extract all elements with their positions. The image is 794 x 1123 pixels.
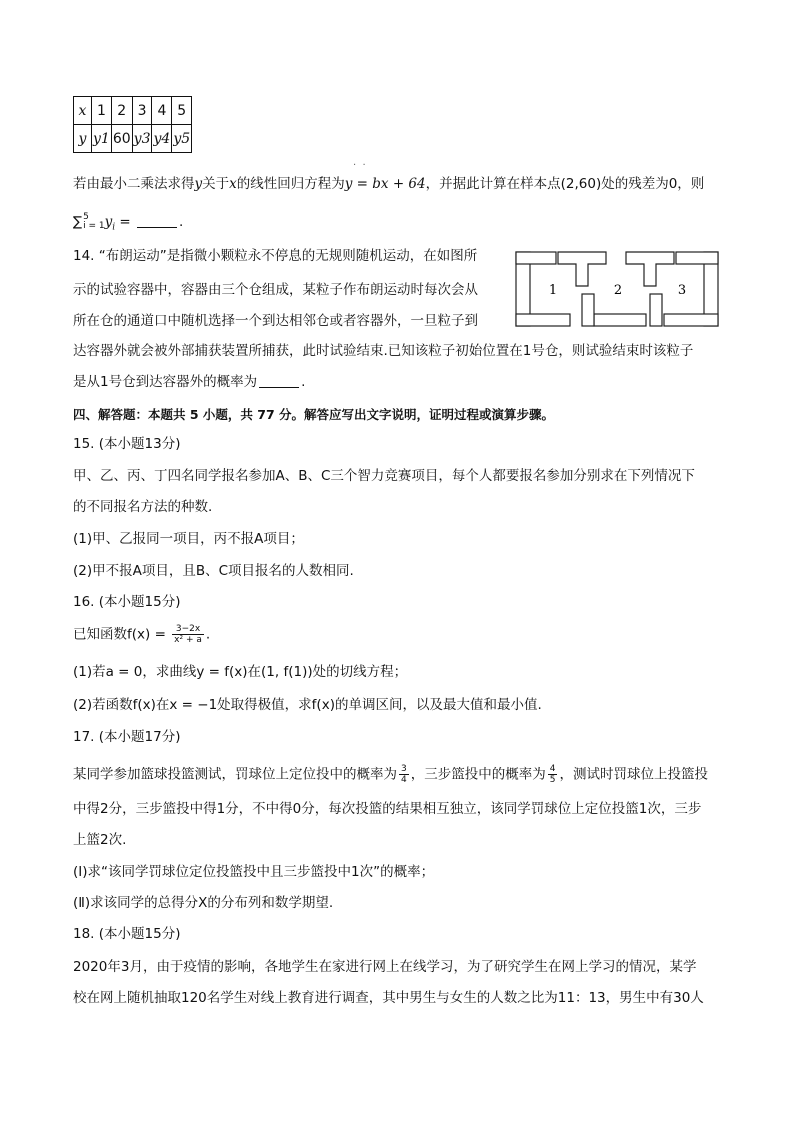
p14-line3: 所在仓的通道口中随机选择一个到达相邻仓或者容器外，一旦粒子到 xyxy=(73,313,478,329)
partition-bottom-1 xyxy=(582,294,594,326)
table-cell: y1 xyxy=(92,125,112,153)
p15-line2: 的不同报名方法的种数. xyxy=(73,499,213,515)
table-cell: y3 xyxy=(132,125,152,153)
p16-head: 16. (本小题15分) xyxy=(73,594,181,610)
p16-intro: 已知函数f(x) = $\frac{3-2x}{\text{x² + a}}$ . xyxy=(73,624,211,645)
p13-line1: 若由最小二乘法求得y关于x的线性回归方程为y = bx + 64，并据此计算在样本点(2,60)处的残差为0，则 xyxy=(73,176,705,192)
p16-q2: (2)若函数f(x)在x = −1处取得极值，求f(x)的单调区间，以及最大值和最小值. xyxy=(73,697,542,713)
p15-head: 15. (本小题13分) xyxy=(73,436,181,452)
p14-line2: 示的试验容器中，容器由三个仓组成，某粒子作布朗运动时每次会从 xyxy=(73,282,478,298)
regression-equation: y = bx + 64 xyxy=(344,176,426,192)
table-cell: 4 xyxy=(152,97,172,125)
answer-blank[interactable] xyxy=(259,373,299,388)
table-row xyxy=(74,125,192,153)
answer-blank[interactable] xyxy=(137,213,177,228)
p17-line3: 上篮2次. xyxy=(73,832,127,848)
p17-q1: (Ⅰ)求“该同学罚球位定位投篮投中且三步篮投中1次”的概率； xyxy=(73,864,435,880)
p17-line1: 某同学参加篮球投篮测试，罚球位上定位投中的概率为 $\frac{3}{4}$ ，三步篮投中的概率为 $\frac{4}{5}$ ，测试时罚球位上投篮投 xyxy=(73,764,708,785)
section-heading: 四、解答题：本题共 5 小题，共 77 分。解答应写出文字说明，证明过程或演算步骤。 xyxy=(73,407,555,422)
partition-top-1 xyxy=(558,252,606,286)
p17-head: 17. (本小题17分) xyxy=(73,729,181,745)
table-cell: 1 xyxy=(92,97,112,125)
partition-bottom-2 xyxy=(650,294,662,326)
brownian-container-diagram xyxy=(514,250,724,330)
p17-line2: 中得2分，三步篮投中得1分，不中得0分，每次投篮的结果相互独立，该同学罚球位上定位投篮1次，三步 xyxy=(73,801,702,817)
p14-line5: 是从1号仓到达容器外的概率为 . xyxy=(73,374,306,390)
p18-line2: 校在网上随机抽取120名学生对线上教育进行调查，其中男生与女生的人数之比为11：13，男生中有30人 xyxy=(73,990,704,1006)
table-cell: y5 xyxy=(172,125,192,153)
fraction: $\frac{3}{4}$ xyxy=(401,764,407,785)
wall-top-right xyxy=(676,252,718,264)
room-label-1: 1 xyxy=(548,283,558,298)
table-cell: 2 xyxy=(111,97,132,125)
table-cell: x xyxy=(74,97,92,125)
fraction: $\frac{4}{5}$ xyxy=(549,764,556,785)
table-cell: y xyxy=(74,125,92,153)
p15-line1: 甲、乙、丙、丁四名同学报名参加A、B、C三个智力竞赛项目，每个人都要报名参加分别求在下列情况下 xyxy=(73,468,695,484)
p16-q1: (1)若a = 0，求曲线y = f(x)在(1, f(1))处的切线方程； xyxy=(73,664,408,680)
p13-line2: ∑ 5 i = 1 $y_i$ = . xyxy=(73,212,184,233)
wall-bottom-left xyxy=(516,314,570,326)
wall-top-left xyxy=(516,252,556,264)
p17-q2: (Ⅱ)求该同学的总得分X的分布列和数学期望. xyxy=(73,895,334,911)
hat-dots-decoration: · · xyxy=(353,160,366,171)
room-label-2: 2 xyxy=(613,283,623,298)
wall-bottom-right xyxy=(664,314,718,326)
partition-top-2 xyxy=(626,252,674,286)
p18-head: 18. (本小题15分) xyxy=(73,926,181,942)
p14-line4: 达容器外就会被外部捕获装置所捕获，此时试验结束.已知该粒子初始位置在1号仓，则试验结束时该粒子 xyxy=(73,343,694,359)
table-cell: y4 xyxy=(152,125,172,153)
p14-line1: 14. “布朗运动”是指微小颗粒永不停息的无规则随机运动，在如图所 xyxy=(73,248,478,264)
p15-q1: (1)甲、乙报同一项目，丙不报A项目； xyxy=(73,531,304,547)
wall-bottom-mid xyxy=(594,314,646,326)
room-label-3: 3 xyxy=(677,283,687,298)
table-row xyxy=(74,97,192,125)
p18-line1: 2020年3月，由于疫情的影响，各地学生在家进行网上在线学习，为了研究学生在网上学习的情况，某学 xyxy=(73,959,697,975)
data-table xyxy=(73,96,192,153)
table-cell: 60 xyxy=(111,125,132,153)
p15-q2: (2)甲不报A项目，且B、C项目报名的人数相同. xyxy=(73,563,354,579)
table-cell: 5 xyxy=(172,97,192,125)
sum-symbol: ∑ xyxy=(73,214,83,230)
table-cell: 3 xyxy=(132,97,152,125)
fraction: $\frac{3-2x}{\text{x² + a}}$ xyxy=(174,624,202,645)
